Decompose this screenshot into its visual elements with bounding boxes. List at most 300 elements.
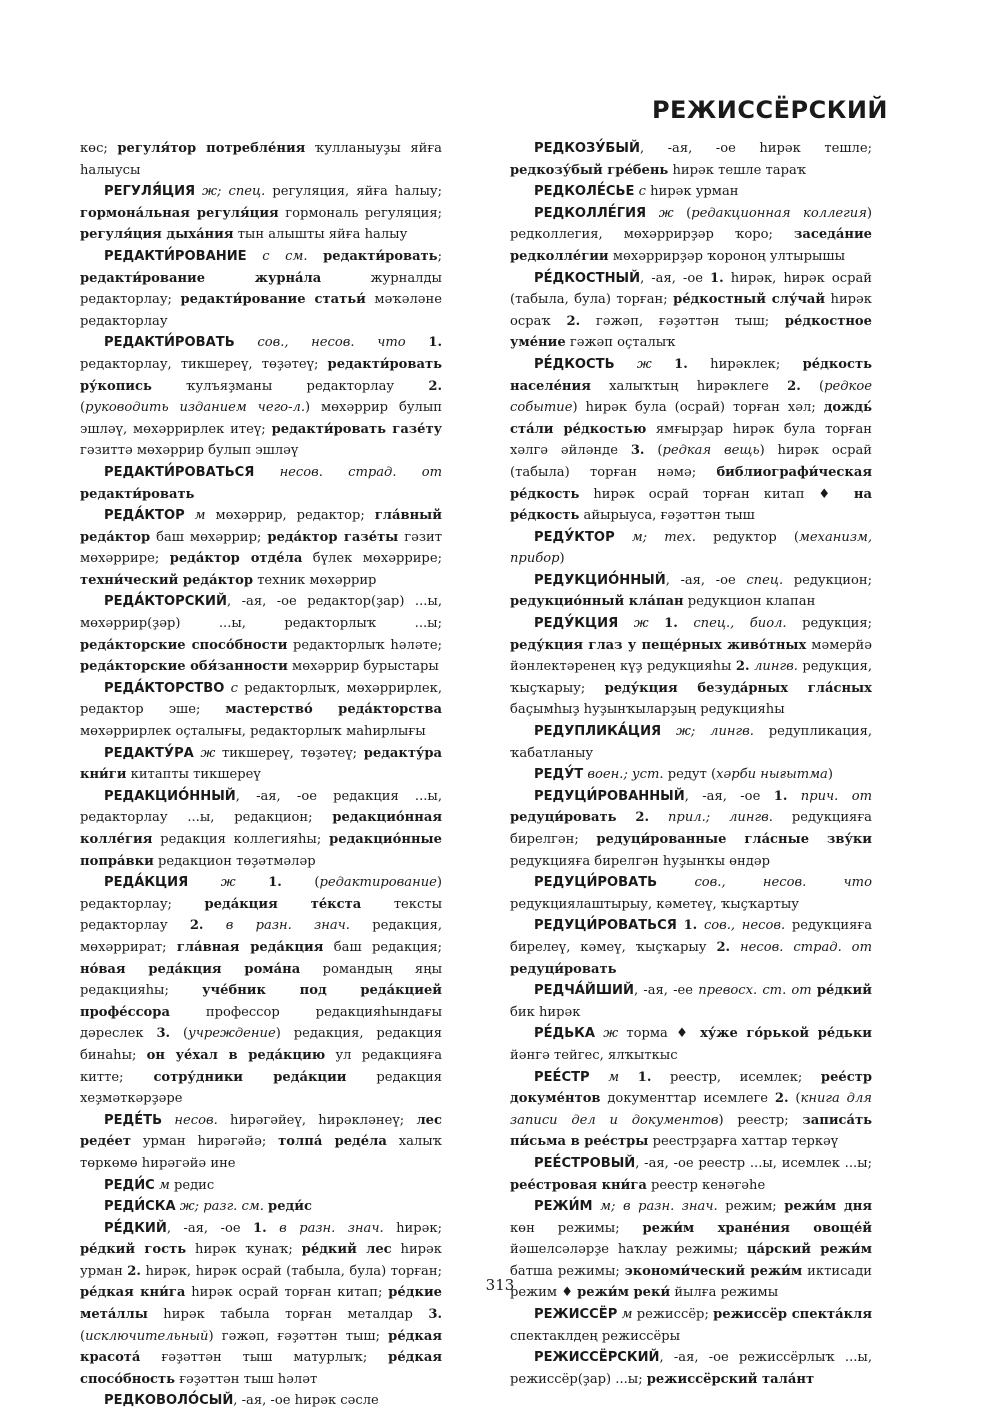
dictionary-entry <box>80 1218 442 1391</box>
translation-text: редукция, ҡыҫҡарыу; <box>510 659 873 696</box>
translation-text: ) редакция, редакция бинаһы; <box>80 1026 442 1063</box>
bold-phrase: рее́стровая кни́га <box>510 1177 647 1193</box>
headword: РЕДУЦИ́РОВАТЬ <box>534 875 658 891</box>
translation-text: ( <box>80 1328 86 1344</box>
bold-phrase: 1. <box>253 1220 267 1236</box>
bold-phrase: 3. <box>156 1026 171 1042</box>
translation-text: баш мөхәррир; <box>150 529 268 545</box>
grammar-label: с <box>230 680 238 696</box>
grammar-label: сов., несов. что <box>694 875 872 891</box>
translation-text: ғәҙәттән тыш һәләт <box>175 1371 318 1387</box>
translation-text: редукцияға бирелеү, кәмеү, ҡыҫҡарыу <box>510 918 873 955</box>
dictionary-entry <box>80 138 442 181</box>
grammar-label: ж; спец. <box>202 184 266 200</box>
headword: РЕДКОЛЛЕ́ГИЯ <box>534 205 647 221</box>
translation-text: баш редакция; <box>323 939 442 955</box>
dictionary-entry <box>510 1347 872 1390</box>
translation-text: торма ♦ <box>618 1026 701 1042</box>
bold-phrase: редакти́рование журна́ла <box>80 270 322 286</box>
headword: РЕ́ДЬКА <box>534 1026 596 1042</box>
translation-text <box>649 810 668 825</box>
translation-text: һирәк тешле тараҡ <box>668 162 807 178</box>
translation-text: редукцияға бирелгән һуҙынҡы өндәр <box>510 853 770 869</box>
headword: РЕДУПЛИКА́ЦИЯ <box>534 724 662 740</box>
translation-text: баҫымһыҙ һуҙынҡыларҙың редукцияһы <box>510 702 785 718</box>
grammar-label: ж <box>220 875 236 891</box>
bold-phrase: на ре́дкость <box>510 486 872 524</box>
translation-text: батша режимы; <box>510 1263 625 1279</box>
grammar-label: воен.; уст. <box>587 767 664 783</box>
translation-text <box>618 616 634 631</box>
bold-phrase: редакти́ровать <box>323 248 438 264</box>
bold-phrase: 1. <box>683 918 698 934</box>
bold-phrase: редакти́рование статьи́ <box>180 292 366 308</box>
dictionary-entry <box>80 1175 442 1197</box>
dictionary-entry <box>80 462 442 505</box>
grammar-label: в разн. знач. <box>279 1220 384 1236</box>
dictionary-entry <box>80 332 442 462</box>
translation-text: ( <box>644 443 663 459</box>
translation-text <box>235 335 258 350</box>
dictionary-entry <box>80 678 442 743</box>
translation-text: һирәклек; <box>687 356 803 372</box>
headword: РЕЕ́СТР <box>534 1069 590 1085</box>
bold-phrase: 2. <box>787 378 801 394</box>
dictionary-entry <box>510 1153 872 1196</box>
headword: РЕДУЦИ́РОВАТЬСЯ <box>534 918 677 934</box>
translation-text <box>619 1070 638 1085</box>
translation-text: урман һирәгәйә; <box>131 1134 279 1150</box>
grammar-label: ж <box>603 1026 619 1042</box>
dictionary-entry <box>80 743 442 786</box>
headword: РЕДА́КТОРСКИЙ <box>104 594 227 610</box>
translation-text <box>678 616 694 631</box>
translation-text: мәҡәләне редакторлау <box>80 292 443 329</box>
grammar-label: м; в разн. знач. <box>600 1199 718 1215</box>
bold-phrase: заседа́ние редколле́гии <box>510 227 872 264</box>
bold-phrase: редуци́рованные гла́сные зву́ки <box>596 832 872 847</box>
translation-text <box>649 616 665 631</box>
bold-phrase: библиографи́ческая ре́дкость <box>510 464 872 502</box>
translation-text: , -ая, -ое <box>166 1220 254 1236</box>
dictionary-entry <box>510 1023 872 1066</box>
translation-text: һирәгәйеү, һирәкләнеү; <box>217 1112 417 1128</box>
bold-phrase: режиссёрский тала́нт <box>646 1371 815 1387</box>
bold-phrase: ре́дкий <box>816 983 872 999</box>
bold-phrase: гла́вная реда́кция <box>176 939 324 955</box>
translation-text <box>652 357 674 372</box>
grammar-label: редкая вещь <box>662 443 760 459</box>
bold-phrase: режиссёр спекта́кля <box>713 1307 872 1323</box>
bold-phrase: 2. <box>189 918 204 934</box>
grammar-label: редактирование <box>319 875 437 891</box>
bold-phrase: режи́м хране́ния овоще́й <box>642 1220 872 1236</box>
translation-text <box>787 789 800 804</box>
translation-text: мөхәррирҙәр ҡороноң ултырышы <box>608 248 845 264</box>
bold-phrase: 1. <box>664 616 678 632</box>
bold-phrase: 2. <box>566 313 581 329</box>
grammar-label: несов. <box>174 1112 218 1128</box>
bold-phrase: редакцио́нные попра́вки <box>80 832 442 869</box>
translation-text: редакцион төҙәтмәләр <box>153 853 316 869</box>
translation-text <box>590 1070 609 1085</box>
translation-text: ) һирәк осрай (табыла) торған нәмә; <box>510 443 872 480</box>
grammar-label: прил.; лингв. <box>668 810 773 826</box>
bold-phrase: реда́кция те́кста <box>204 896 362 912</box>
translation-text: профессор редакцияһындағы дәреслек <box>80 1004 442 1042</box>
translation-text: халыҡтың һирәклеге <box>590 378 788 394</box>
grammar-label: редкое событие <box>510 378 872 416</box>
translation-text: редукция; <box>786 616 873 632</box>
bold-phrase: 2. <box>716 939 731 955</box>
bold-phrase: реда́ктор газе́ты <box>267 529 399 545</box>
bold-phrase: редакти́ровать ру́копись <box>80 356 442 394</box>
translation-text: бик һирәк <box>510 1004 581 1020</box>
translation-text <box>657 875 694 890</box>
translation-text: ( <box>80 400 86 416</box>
headword: РЕДИ́С <box>104 1177 155 1193</box>
translation-text: реестрҙарға хаттар теркәү <box>648 1134 839 1150</box>
translation-text: , -ая, -ое редакция ...ы, редакторлау ...ы, редакцион; <box>80 788 442 826</box>
headword: РЕДАКТУ́РА <box>104 745 194 761</box>
translation-text: ( <box>788 1091 801 1107</box>
translation-text: йәшелсәләрҙе һаҡлау режимы; <box>510 1242 747 1258</box>
translation-text: редакция хеҙмәткәрҙәре <box>80 1069 442 1107</box>
dictionary-entry <box>80 591 442 677</box>
translation-text: романдың яңы редакцияһы; <box>80 961 443 999</box>
translation-text: ) редакторлау; <box>80 875 442 912</box>
grammar-label: ж <box>633 616 649 632</box>
translation-text <box>203 918 225 933</box>
translation-text: ) <box>559 551 565 567</box>
bold-phrase: гла́вный реда́ктор <box>80 508 443 545</box>
bold-phrase: редакти́ровать газе́ту <box>271 421 442 437</box>
bold-phrase: 1. <box>773 788 788 804</box>
translation-text <box>162 1113 174 1128</box>
bold-phrase: ре́дкие мета́ллы <box>80 1285 442 1323</box>
grammar-label: м <box>194 508 206 524</box>
translation-text: иктисади режим ♦ <box>510 1263 872 1301</box>
bold-phrase: 1. <box>428 335 442 351</box>
bold-phrase: ца́рский режи́м <box>746 1242 872 1258</box>
bold-phrase: редакту́ра кни́ги <box>80 745 442 783</box>
translation-text <box>236 875 269 890</box>
dictionary-entry <box>510 786 872 872</box>
headword: РЕДЕ́ТЬ <box>104 1112 163 1128</box>
grammar-label: ж; лингв. <box>675 724 754 740</box>
bold-phrase: реда́кторские спосо́бности <box>80 637 288 653</box>
bold-phrase: редуци́ровать <box>510 810 617 826</box>
bold-phrase: ре́дкая красота́ <box>80 1328 442 1366</box>
bold-phrase: толпа́ реде́ла <box>278 1134 387 1150</box>
translation-text: ямғырҙар һирәк була торған хәлгә әйләнде <box>510 421 873 459</box>
translation-text: редукциялаштырыу, кәметеү, ҡыҫҡартыу <box>510 896 799 912</box>
grammar-label: м; тех. <box>631 529 696 545</box>
translation-text: редакторлыҡ һәләте; <box>287 637 442 653</box>
headword: РЕДКОЛЕ́СЬЕ <box>534 184 635 200</box>
bold-phrase: ре́дкий лес <box>301 1242 392 1258</box>
translation-text: техник мөхәррир <box>253 572 377 588</box>
translation-text: редукцияға бирелгән; <box>510 810 872 847</box>
bold-phrase: реду́кция глаз у пеще́рных живо́тных <box>510 637 807 653</box>
translation-text <box>661 724 676 739</box>
headword: РЕДА́КТОР <box>104 508 185 524</box>
bold-phrase: редуци́ровать <box>510 961 617 977</box>
translation-text: ҡулланыуҙы яйға һалыусы <box>80 141 442 178</box>
dictionary-entry <box>80 505 442 591</box>
translation-text: мөхәррир бурыстары <box>287 659 439 675</box>
bold-phrase: 1. <box>637 1069 652 1085</box>
translation-text: китапты тикшереү <box>126 767 261 783</box>
bold-phrase: рее́стр докуме́нтов <box>510 1069 872 1107</box>
headword: РЕДАКТИ́РОВАНИЕ <box>104 248 247 264</box>
grammar-label: с см. <box>262 248 308 264</box>
grammar-label: учреждение <box>188 1026 276 1042</box>
bold-phrase: 2. <box>735 659 750 675</box>
bold-phrase: ре́дкий гость <box>80 1242 187 1258</box>
translation-text: регуляция, яйға һалыу; <box>265 184 442 200</box>
translation-text <box>247 249 263 264</box>
bold-phrase: 2. <box>127 1263 141 1279</box>
bold-phrase: 1. <box>674 356 688 372</box>
translation-text: ) мөхәррир булып эшләү, мөхәррирлек итеү; <box>80 400 442 437</box>
translation-text: һирәк, һирәк осрай (табыла, була) торған; <box>140 1263 443 1279</box>
headword: РЕДУЦИ́РОВАННЫЙ <box>534 788 685 804</box>
translation-text: мөхәррирлек оҫталығы, редакторлыҡ маһирлығы <box>80 724 426 740</box>
bold-phrase: 3. <box>630 443 645 459</box>
bold-phrase: лес реде́ет <box>80 1112 442 1150</box>
headword: РЕЖИССЁР <box>534 1307 618 1323</box>
translation-text: мөхәррир, редактор; <box>205 508 375 524</box>
translation-text: тексты редакторлау <box>80 896 442 934</box>
bold-phrase: редакцио́нная колле́гия <box>80 810 442 847</box>
translation-text: , -ая, -ое һирәк сәсле <box>233 1393 379 1409</box>
headword: РЕДАКТИ́РОВАТЬСЯ <box>104 464 255 480</box>
grammar-label: хәрби нығытма <box>716 767 828 783</box>
grammar-label: редакционная коллегия <box>691 205 867 221</box>
grammar-label: механизм, прибор <box>510 529 872 567</box>
translation-text: һирәк табыла торған металдар <box>147 1307 429 1323</box>
grammar-label: спец., биол. <box>693 616 787 632</box>
bold-phrase: уче́бник под реда́кцией профе́ссора <box>80 983 442 1020</box>
dictionary-entry <box>510 872 872 915</box>
translation-text: ( <box>170 1026 189 1042</box>
translation-text: халыҡ төркөмө һирәгәйә ине <box>80 1134 443 1171</box>
translation-text: , -ая, -ое режиссёрлыҡ ...ы, режиссёр(ҙар) ...ы; <box>510 1350 872 1387</box>
grammar-label: сов., несов. что <box>257 335 406 351</box>
grammar-label: книга для записи дел и документов <box>510 1091 872 1128</box>
grammar-label: м <box>608 1069 620 1085</box>
headword: РЕГУЛЯ́ЦИЯ <box>104 184 196 200</box>
headword: РЕДУ́КТОР <box>534 529 615 545</box>
headword: РЕДЧА́ЙШИЙ <box>534 983 634 999</box>
translation-text: ҡулъяҙманы редакторлау <box>151 378 429 394</box>
translation-text <box>615 357 637 372</box>
translation-text: ) гәжәп, ғәҙәттән тыш; <box>208 1328 389 1344</box>
dictionary-entry <box>80 1390 442 1412</box>
translation-text <box>593 1199 601 1214</box>
dictionary-entry <box>510 181 872 203</box>
bold-phrase: режи́м дня <box>784 1199 873 1215</box>
grammar-label: ж <box>200 745 216 761</box>
translation-text: ; <box>437 248 442 264</box>
bold-phrase: регуля́тор потребле́ния <box>117 141 306 156</box>
bold-phrase: но́вая реда́кция рома́на <box>80 961 301 977</box>
translation-text <box>188 875 221 890</box>
translation-text: һирәк урман <box>80 1242 442 1279</box>
translation-text: тын алышты яйға һалыу <box>233 227 408 243</box>
grammar-label: исключительный <box>85 1328 209 1344</box>
dictionary-entry <box>510 980 872 1023</box>
translation-text: көс; <box>80 141 118 156</box>
dictionary-entry <box>80 786 442 872</box>
dictionary-entry <box>80 181 442 246</box>
translation-text: , -ая, -ое редактор(ҙар) ...ы, мөхәррир(ҙәр) ...ы, редакторлыҡ ...ы; <box>80 594 442 632</box>
translation-text: һирәк осраҡ <box>510 292 872 329</box>
translation-text: , -ая, -ое <box>640 270 711 286</box>
bold-phrase: сотру́дники реда́кции <box>153 1069 347 1085</box>
translation-text: бүлек мөхәррире; <box>302 551 442 567</box>
grammar-label: лингв. <box>754 659 798 675</box>
translation-text: һирәк; <box>383 1220 442 1236</box>
translation-text: йылға режимы <box>670 1285 779 1301</box>
translation-text: редакция коллегияһы; <box>152 832 330 847</box>
bold-phrase: записа́ть пи́сьма в рее́стры <box>510 1112 872 1150</box>
headword: РЕДАКЦИО́ННЫЙ <box>104 788 236 804</box>
bold-phrase: 2. <box>428 378 442 394</box>
translation-text: көн режимы; <box>510 1220 643 1236</box>
translation-text: һирәк осрай торған китап; <box>185 1285 389 1301</box>
grammar-label: прич. от <box>800 788 872 804</box>
translation-text: ) реестр; <box>718 1112 803 1128</box>
page-number: 313 <box>485 1276 515 1294</box>
grammar-label: ж <box>636 356 652 372</box>
translation-text: гормональ регуляция; <box>278 205 442 221</box>
bold-phrase: мастерство́ реда́кторства <box>225 702 442 718</box>
translation-text <box>615 530 632 545</box>
bold-phrase: реда́кторские обя́занности <box>80 659 288 675</box>
headword: РЕДАКТИ́РОВАТЬ <box>104 335 235 351</box>
translation-text: һирәк урман <box>645 184 739 200</box>
translation-text: айырыуса, ғәҙәттән тыш <box>579 508 755 524</box>
translation-text: редут ( <box>663 767 717 783</box>
headword: РЕЖИ́М <box>534 1199 593 1215</box>
dictionary-entry <box>510 354 872 527</box>
translation-text <box>308 249 324 264</box>
dictionary-entry <box>510 138 872 181</box>
translation-text <box>406 335 429 350</box>
grammar-label: ж; разг. см. <box>179 1199 264 1215</box>
translation-text: ) <box>827 767 833 783</box>
translation-text: редакторлау, тикшереү, төҙәтеү; <box>80 356 328 372</box>
translation-text: редакторлыҡ, мөхәррирлек, редактор эше; <box>80 680 442 718</box>
grammar-label: спец. <box>746 572 784 588</box>
bold-phrase: ре́дкая кни́га <box>80 1285 186 1301</box>
translation-text: , -ая, -ое <box>684 788 774 804</box>
translation-text: һирәк ҡунаҡ; <box>186 1242 302 1258</box>
bold-phrase: дождь́ ста́ли ре́дкостью <box>510 400 872 437</box>
dictionary-entry <box>510 721 872 764</box>
bold-phrase: реди́с <box>268 1199 312 1215</box>
grammar-label: несов. страд. от <box>740 939 872 955</box>
bold-phrase: 2. <box>635 810 650 826</box>
translation-text: редуктор ( <box>695 529 799 545</box>
headword: РЕДКОВОЛО́СЫЙ <box>104 1393 234 1409</box>
grammar-label: м <box>621 1307 633 1323</box>
dictionary-entry <box>510 570 872 613</box>
bold-phrase: ре́дкостное уме́ние <box>510 313 872 351</box>
bold-phrase: 2. <box>774 1091 789 1107</box>
translation-text <box>646 206 659 221</box>
bold-phrase: ре́дкостный слу́чай <box>673 292 826 308</box>
translation-text: ( <box>281 875 320 891</box>
grammar-label: с <box>638 184 646 200</box>
bold-phrase: ре́дкость населе́ния <box>510 356 872 394</box>
bold-phrase: редукцио́нный кла́пан <box>510 594 684 610</box>
bold-phrase: 3. <box>428 1307 442 1323</box>
translation-text: реестр, исемлек; <box>651 1069 821 1085</box>
translation-text: ( <box>800 378 825 394</box>
translation-text: мәмерйә йәнлектәренең күҙ редукцияһы <box>510 637 872 675</box>
dictionary-entry <box>510 764 872 786</box>
grammar-label: в разн. знач. <box>225 918 350 934</box>
dictionary-entry <box>510 268 872 354</box>
bold-phrase: редкозу́бый гре́бень <box>510 162 669 178</box>
bold-phrase: режи́м реки́ <box>577 1285 671 1301</box>
grammar-label: ж <box>658 205 674 221</box>
bold-phrase: 1. <box>710 270 724 286</box>
translation-text: редупликация, ҡабатланыу <box>510 724 872 761</box>
translation-text: гәжәп оҫталыҡ <box>565 335 676 351</box>
translation-text <box>677 918 684 933</box>
translation-text: , -ая, -ее <box>633 983 699 999</box>
bold-phrase: 1. <box>268 875 282 891</box>
translation-text <box>185 508 195 523</box>
translation-text: журналды редакторлау; <box>80 270 442 308</box>
translation-text: редис <box>169 1177 215 1193</box>
headword: РЕДКОЗУ́БЫЙ <box>534 141 640 156</box>
left-column <box>80 138 442 1412</box>
translation-text <box>730 940 740 955</box>
right-column <box>510 138 872 1390</box>
bold-phrase: реду́кция безуда́рных гла́сных <box>604 680 872 696</box>
translation-text: гәзит мөхәррире; <box>80 529 443 567</box>
translation-text <box>254 465 279 480</box>
headword: РЕ́ДКОСТЬ <box>534 356 615 372</box>
translation-text: ( <box>673 205 692 221</box>
bold-phrase: он уе́хал в реда́кцию <box>146 1047 326 1063</box>
translation-text: йәнгә тейгес, ялҡыткыс <box>510 1047 678 1063</box>
bold-phrase: регуля́ция дыха́ния <box>80 227 234 243</box>
headword: РЕ́ДКИЙ <box>104 1220 167 1236</box>
translation-text: гәзиттә мөхәррир булып эшләү <box>80 443 299 459</box>
translation-text: спектаклдең режиссёры <box>510 1328 681 1344</box>
translation-text: редакция, мөхәррират; <box>80 918 442 955</box>
translation-text <box>697 918 704 933</box>
grammar-label: м <box>158 1177 170 1193</box>
translation-text: режим; <box>717 1199 785 1215</box>
bold-phrase: гормона́льная регуля́ция <box>80 205 279 221</box>
grammar-label: несов. страд. от <box>279 464 442 480</box>
translation-text: ) һирәк була (осрай) торған хәл; <box>572 400 824 416</box>
running-head: РЕЖИССЁРСКИЙ <box>651 96 888 124</box>
translation-text: тикшереү, төҙәтеү; <box>215 745 364 761</box>
translation-text: гәжәп, ғәҙәттән тыш; <box>580 313 785 329</box>
headword: РЕ́ДКОСТНЫЙ <box>534 270 641 286</box>
grammar-label: руководить изданием чего-л. <box>85 400 305 416</box>
bold-phrase: техни́ческий реда́ктор <box>80 572 254 588</box>
translation-text: һирәк осрай торған китап ♦ <box>579 486 854 502</box>
